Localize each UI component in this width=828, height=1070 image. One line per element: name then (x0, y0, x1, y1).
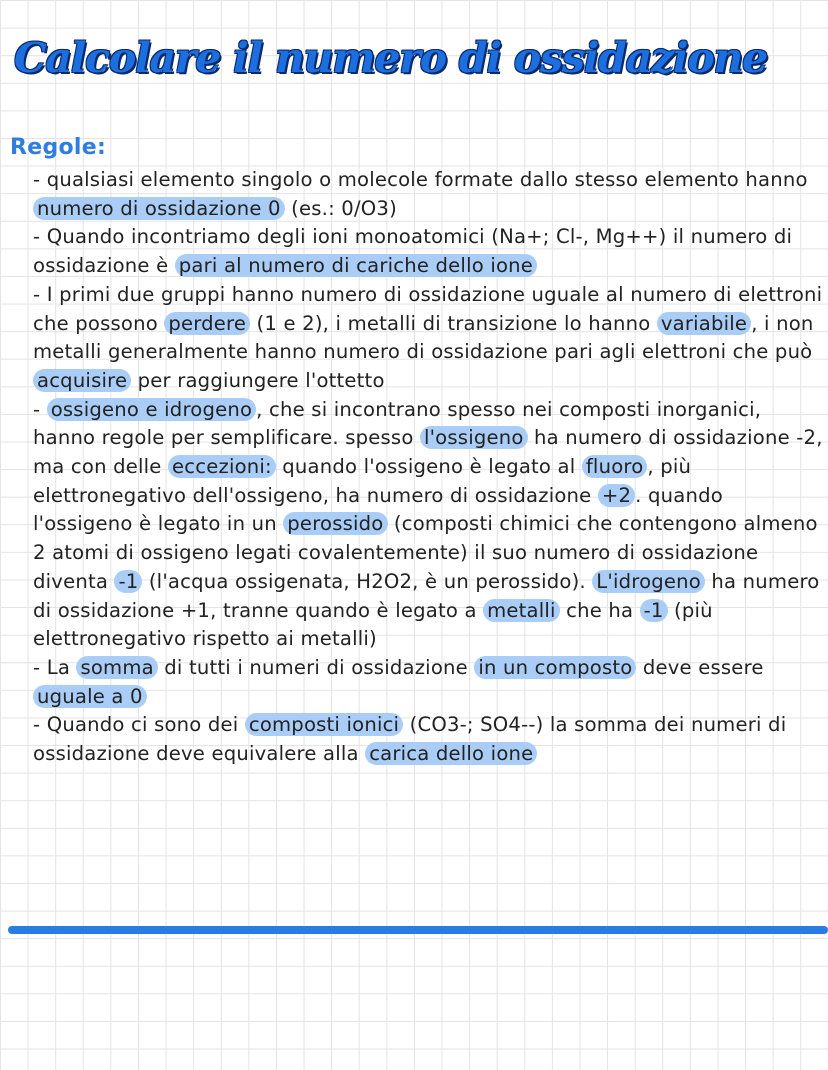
highlight: pari al numero di cariche dello ione (175, 254, 537, 277)
highlight: numero di ossidazione 0 (33, 197, 285, 220)
rules-heading: Regole: (10, 135, 107, 160)
rule-text: (CO3-; SO4--) la somma dei numeri di ossidazione deve equivalere alla (33, 713, 787, 766)
rule-text: ha numero di ossidazione -2, ma con delle (33, 426, 823, 479)
highlight: eccezioni: (168, 455, 276, 478)
highlight: L'idrogeno (592, 570, 705, 593)
rule-text: che ha (559, 598, 640, 622)
highlight: acquisire (33, 369, 131, 392)
highlight: in un composto (474, 656, 636, 679)
rule-3 (33, 281, 823, 396)
rule-text: quando l'ossigeno è legato al (275, 455, 582, 479)
highlight: -1 (640, 599, 668, 622)
rule-4 (33, 396, 823, 654)
highlight: somma (76, 656, 157, 679)
highlight: metalli (483, 599, 560, 622)
rule-6 (33, 711, 823, 768)
rule-text: , più elettronegativo dell'ossigeno, ha numero di ossidazione (33, 455, 692, 507)
highlight: uguale a 0 (33, 685, 147, 708)
rule-text: deve essere (636, 655, 764, 679)
rule-text: per raggiungere l'ottetto (131, 368, 385, 392)
rule-text: (es.: 0/O3) (284, 196, 397, 220)
highlight: composti ionici (245, 713, 403, 736)
rule-text: - La (33, 655, 77, 679)
rule-text: (1 e 2), i metalli di transizione lo hanno (250, 311, 657, 335)
rule-text: - I primi due gruppi hanno numero di ossidazione uguale al numero di elettroni che possono (33, 282, 823, 335)
highlight: +2 (598, 484, 635, 507)
rule-text: (più elettronegativo rispetto ai metalli) (33, 598, 713, 651)
highlight: l'ossigeno (420, 426, 528, 449)
highlight: carica dello ione (365, 742, 537, 765)
highlight: variabile (657, 312, 751, 335)
rule-1 (33, 166, 823, 223)
highlight: fluoro (582, 455, 648, 478)
rule-text: - (33, 397, 47, 421)
highlight: perdere (164, 312, 250, 335)
highlight: perossido (283, 512, 387, 535)
rule-text: , che si incontrano spesso nei composti inorganici, hanno regole per semplificare. spesso (33, 397, 762, 450)
rule-text: , i non metalli generalmente hanno numero di ossidazione pari agli elettroni che può (33, 311, 814, 364)
rule-text: di tutti i numeri di ossidazione (157, 655, 475, 679)
rule-text: ha numero di ossidazione +1, tranne quando è legato a (33, 569, 820, 622)
highlight: -1 (114, 570, 142, 593)
rule-text: - Quando incontriamo degli ioni monoatomici (Na+; Cl-, Mg++) il numero di ossidazione è (33, 225, 793, 278)
rule-2 (33, 223, 823, 280)
divider-line (8, 926, 828, 934)
rule-text: (composti chimici che contengono almeno 2 atomi di ossigeno legati covalentemente) il suo numero di ossidazione diventa (33, 512, 818, 593)
rules-list (33, 166, 823, 769)
rule-text: . quando l'ossigeno è legato in un (33, 483, 723, 536)
highlight: ossigeno e idrogeno (47, 398, 256, 421)
rule-5 (33, 654, 823, 711)
page-title: Calcolare il numero di ossidazione (14, 34, 768, 82)
rule-text: - Quando ci sono dei (33, 713, 245, 737)
rule-text: - qualsiasi elemento singolo o molecole formate dallo stesso elemento hanno (33, 168, 808, 191)
rule-text: (l'acqua ossigenata, H2O2, è un perossido). (142, 569, 593, 593)
